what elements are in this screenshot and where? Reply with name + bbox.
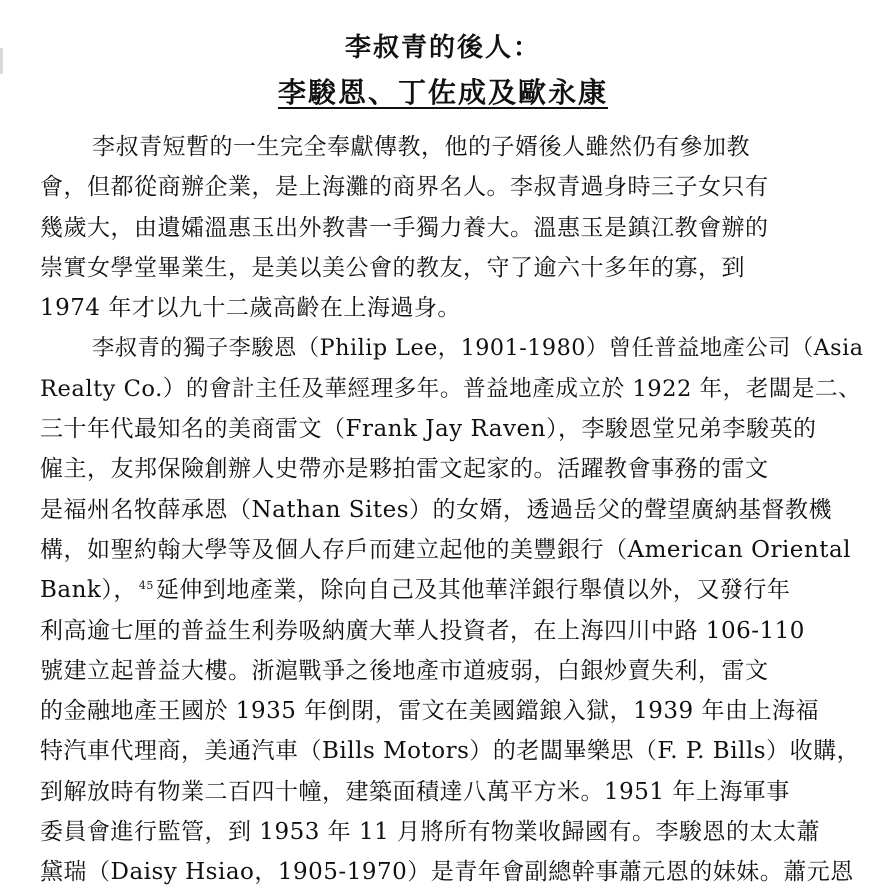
paragraph-line: Realty Co.）的會計主任及華經理多年。普益地產成立於 1922 年，老闆是二、	[40, 375, 862, 402]
chapter-subtitle	[0, 74, 886, 112]
paragraph-line: 三十年代最知名的美商雷文（Frank Jay Raven），李駿恩堂兄弟李駿英的	[40, 416, 817, 443]
paragraph-line: 僱主，友邦保險創辦人史帶亦是夥拍雷文起家的。活躍教會事務的雷文	[40, 456, 769, 483]
paragraph-line: 的金融地產王國於 1935 年倒閉，雷文在美國鐺鋃入獄，1939 年由上海福	[40, 698, 819, 725]
chapter-subtitle-text: 李駿恩、丁佐成及歐永康	[277, 76, 608, 109]
paragraph-line: 構，如聖約翰大學等及個人存戶而建立起他的美豐銀行（American Oriental	[40, 536, 852, 563]
paragraph-line: 會，但都從商辦企業，是上海灘的商界名人。李叔青過身時三子女只有	[40, 174, 769, 201]
paragraph-line: 1974 年才以九十二歲高齡在上海過身。	[40, 295, 461, 322]
paragraph-line: 是福州名牧薛承恩（Nathan Sites）的女婿，透過岳父的聲望廣納基督教機	[40, 496, 832, 523]
line-segment: Bank），	[40, 577, 137, 604]
footnote-marker: 45	[138, 578, 154, 592]
paragraph-line: 李叔青的獨子李駿恩（Philip Lee，1901-1980）曾任普益地產公司（Asia	[92, 335, 864, 362]
chapter-title: 李叔青的後人：	[344, 33, 541, 63]
paragraph-line	[40, 570, 870, 610]
paragraph-line: 崇實女學堂畢業生，是美以美公會的教友，守了逾六十多年的寡，到	[40, 254, 745, 281]
body-text	[40, 127, 870, 893]
paragraph-line: 委員會進行監管，到 1953 年 11 月將所有物業收歸國有。李駿恩的太太蕭	[40, 819, 821, 846]
paragraph-line: 黛瑞（Daisy Hsiao，1905-1970）是青年會副總幹事蕭元恩的妹妹。蕭元恩	[40, 859, 854, 886]
paragraph-line: 利高逾七厘的普益生利券吸納廣大華人投資者，在上海四川中路 106-110	[40, 617, 805, 644]
paragraph-line: 幾歲大，由遺孀溫惠玉出外教書一手獨力養大。溫惠玉是鎮江教會辦的	[40, 214, 769, 241]
line-segment: 延伸到地產業，除向自己及其他華洋銀行舉債以外，又發行年	[155, 577, 791, 604]
paragraph-line: 李叔青短暫的一生完全奉獻傳教，他的子婿後人雖然仍有參加教	[92, 134, 750, 160]
paragraph-line: 到解放時有物業二百四十幢，建築面積達八萬平方米。1951 年上海軍事	[40, 778, 790, 805]
paragraph-line: 號建立起普益大樓。浙滬戰爭之後地產市道疲弱，白銀炒賣失利，雷文	[40, 657, 769, 684]
paragraph-line: 特汽車代理商，美通汽車（Bills Motors）的老闆畢樂思（F. P. Bills）收購，	[40, 738, 861, 765]
